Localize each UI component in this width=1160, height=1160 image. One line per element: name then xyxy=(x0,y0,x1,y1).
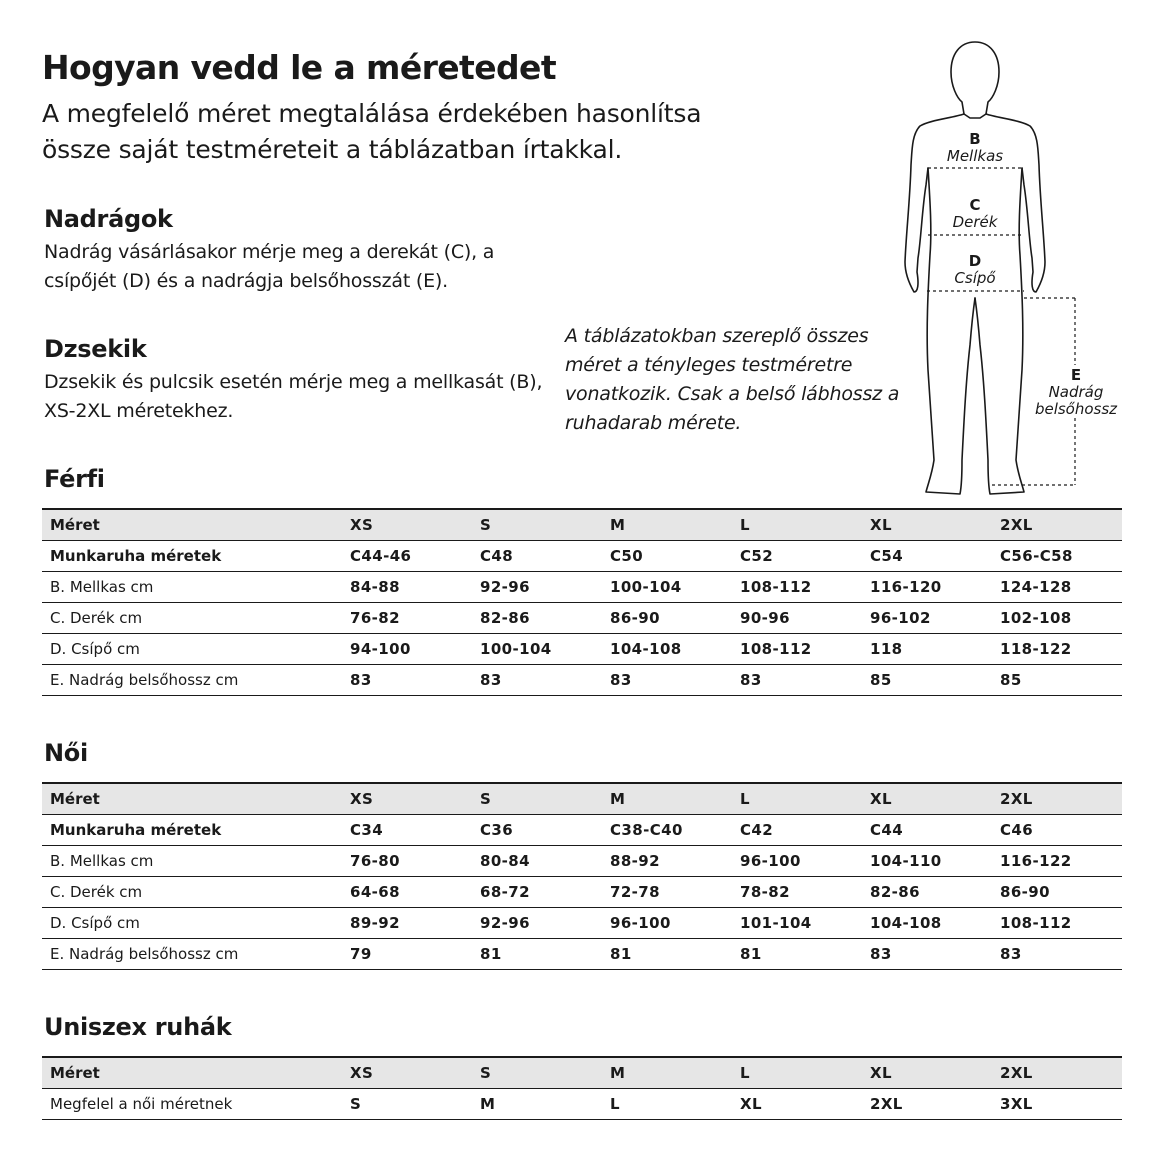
table-cell: L xyxy=(602,1089,732,1120)
table-row xyxy=(42,1089,1122,1120)
table-cell: C52 xyxy=(732,541,862,572)
row-label: Méret xyxy=(42,509,342,541)
table-cell: 108-112 xyxy=(992,908,1122,939)
row-label: Munkaruha méretek xyxy=(42,815,342,846)
table-row xyxy=(42,939,1122,970)
table-cell: C34 xyxy=(342,815,472,846)
table-cell: XL xyxy=(862,509,992,541)
table-cell: 100-104 xyxy=(472,634,602,665)
table-cell: 3XL xyxy=(992,1089,1122,1120)
table-cell: M xyxy=(602,783,732,815)
table-header-row xyxy=(42,783,1122,815)
table-cell: 85 xyxy=(992,665,1122,696)
jackets-text: Dzsekik és pulcsik esetén mérje meg a mellkasát (B), XS-2XL méretekhez. xyxy=(44,371,543,422)
table-cell: 82-86 xyxy=(862,877,992,908)
unisex-size-table xyxy=(42,1056,1122,1120)
table-cell: C50 xyxy=(602,541,732,572)
table-cell: 83 xyxy=(342,665,472,696)
table-cell: 86-90 xyxy=(992,877,1122,908)
row-label: B. Mellkas cm xyxy=(42,846,342,877)
table-cell: 101-104 xyxy=(732,908,862,939)
table-cell: 83 xyxy=(862,939,992,970)
table-cell: XS xyxy=(342,783,472,815)
row-label: Méret xyxy=(42,783,342,815)
table-cell: 118-122 xyxy=(992,634,1122,665)
table-cell: L xyxy=(732,783,862,815)
table-cell: M xyxy=(602,1057,732,1089)
women-table-heading: Női xyxy=(44,739,88,767)
table-cell: 83 xyxy=(992,939,1122,970)
table-cell: C36 xyxy=(472,815,602,846)
table-cell: 86-90 xyxy=(602,603,732,634)
table-cell: XS xyxy=(342,509,472,541)
table-cell: 118 xyxy=(862,634,992,665)
table-cell: 72-78 xyxy=(602,877,732,908)
table-cell: 96-100 xyxy=(732,846,862,877)
table-cell: 83 xyxy=(472,665,602,696)
table-cell: 92-96 xyxy=(472,908,602,939)
table-cell: C42 xyxy=(732,815,862,846)
waist-letter: C xyxy=(969,196,981,214)
table-cell: 83 xyxy=(732,665,862,696)
table-cell: 79 xyxy=(342,939,472,970)
table-cell: 102-108 xyxy=(992,603,1122,634)
men-size-table xyxy=(42,508,1122,696)
table-cell: 116-120 xyxy=(862,572,992,603)
table-cell: C48 xyxy=(472,541,602,572)
table-cell: S xyxy=(472,1057,602,1089)
table-row xyxy=(42,572,1122,603)
chest-label: Mellkas xyxy=(946,147,1004,165)
table-cell: 96-102 xyxy=(862,603,992,634)
table-cell: 88-92 xyxy=(602,846,732,877)
table-cell: 116-122 xyxy=(992,846,1122,877)
table-row xyxy=(42,877,1122,908)
table-cell: 81 xyxy=(472,939,602,970)
table-cell: S xyxy=(472,509,602,541)
row-label: E. Nadrág belsőhossz cm xyxy=(42,939,342,970)
chest-letter: B xyxy=(969,130,981,148)
inseam-letter: E xyxy=(1070,366,1082,384)
table-cell: XL xyxy=(732,1089,862,1120)
table-cell: 96-100 xyxy=(602,908,732,939)
table-row xyxy=(42,665,1122,696)
body-measurement-figure xyxy=(895,40,1125,500)
table-cell: 85 xyxy=(862,665,992,696)
table-cell: C54 xyxy=(862,541,992,572)
page-title: Hogyan vedd le a méretedet xyxy=(42,48,556,87)
table-row xyxy=(42,634,1122,665)
table-cell: 2XL xyxy=(992,509,1122,541)
pants-heading: Nadrágok xyxy=(44,205,173,233)
unisex-table-heading: Uniszex ruhák xyxy=(44,1013,232,1041)
table-cell: 124-128 xyxy=(992,572,1122,603)
table-cell: XL xyxy=(862,783,992,815)
page-subtitle: A megfelelő méret megtalálása érdekében hasonlítsa össze saját testméreteit a táblázatban írtakkal. xyxy=(42,99,702,164)
table-cell: C46 xyxy=(992,815,1122,846)
table-header-row xyxy=(42,509,1122,541)
table-row xyxy=(42,908,1122,939)
table-row xyxy=(42,603,1122,634)
row-label: D. Csípő cm xyxy=(42,908,342,939)
table-cell: 2XL xyxy=(862,1089,992,1120)
table-cell: L xyxy=(732,1057,862,1089)
row-label: B. Mellkas cm xyxy=(42,572,342,603)
table-cell: 81 xyxy=(602,939,732,970)
table-cell: C44-46 xyxy=(342,541,472,572)
table-cell: 100-104 xyxy=(602,572,732,603)
waist-label: Derék xyxy=(952,213,998,231)
table-cell: 90-96 xyxy=(732,603,862,634)
table-cell: C38-C40 xyxy=(602,815,732,846)
table-cell: 104-108 xyxy=(862,908,992,939)
row-label: Méret xyxy=(42,1057,342,1089)
table-cell: 104-108 xyxy=(602,634,732,665)
table-cell: 78-82 xyxy=(732,877,862,908)
table-cell: M xyxy=(602,509,732,541)
table-cell: 84-88 xyxy=(342,572,472,603)
measurement-note: A táblázatokban szereplő összes méret a tényleges testméretre vonatkozik. Csak a belső lábhossz a ruhadarab mérete. xyxy=(565,325,900,434)
table-cell: 108-112 xyxy=(732,572,862,603)
measurement-lines xyxy=(927,168,1075,485)
row-label: Munkaruha méretek xyxy=(42,541,342,572)
pants-text: Nadrág vásárlásakor mérje meg a derekát (C), a csípőjét (D) és a nadrágja belsőhosszát (E). xyxy=(44,241,495,292)
table-cell: 104-110 xyxy=(862,846,992,877)
table-cell: 68-72 xyxy=(472,877,602,908)
hip-label: Csípő xyxy=(954,269,996,287)
inseam-label-1: Nadrág xyxy=(1048,383,1104,401)
table-cell: S xyxy=(342,1089,472,1120)
row-label: Megfelel a női méretnek xyxy=(42,1089,342,1120)
table-cell: 94-100 xyxy=(342,634,472,665)
row-label: C. Derék cm xyxy=(42,877,342,908)
table-cell: 89-92 xyxy=(342,908,472,939)
jackets-heading: Dzsekik xyxy=(44,335,147,363)
table-cell: C56-C58 xyxy=(992,541,1122,572)
table-cell: L xyxy=(732,509,862,541)
table-row xyxy=(42,815,1122,846)
table-cell: 2XL xyxy=(992,783,1122,815)
women-size-table xyxy=(42,782,1122,970)
row-label: C. Derék cm xyxy=(42,603,342,634)
table-cell: 80-84 xyxy=(472,846,602,877)
row-label: D. Csípő cm xyxy=(42,634,342,665)
table-cell: S xyxy=(472,783,602,815)
table-cell: 92-96 xyxy=(472,572,602,603)
hip-letter: D xyxy=(968,252,982,270)
table-cell: C44 xyxy=(862,815,992,846)
table-cell: 108-112 xyxy=(732,634,862,665)
inseam-label-2: belsőhossz xyxy=(1034,400,1118,418)
table-header-row xyxy=(42,1057,1122,1089)
table-cell: 76-82 xyxy=(342,603,472,634)
table-row xyxy=(42,541,1122,572)
men-table-heading: Férfi xyxy=(44,465,105,493)
table-cell: 83 xyxy=(602,665,732,696)
table-cell: XS xyxy=(342,1057,472,1089)
row-label: E. Nadrág belsőhossz cm xyxy=(42,665,342,696)
table-cell: 81 xyxy=(732,939,862,970)
table-cell: 82-86 xyxy=(472,603,602,634)
table-cell: XL xyxy=(862,1057,992,1089)
table-cell: M xyxy=(472,1089,602,1120)
table-row xyxy=(42,846,1122,877)
table-cell: 2XL xyxy=(992,1057,1122,1089)
table-cell: 76-80 xyxy=(342,846,472,877)
table-cell: 64-68 xyxy=(342,877,472,908)
